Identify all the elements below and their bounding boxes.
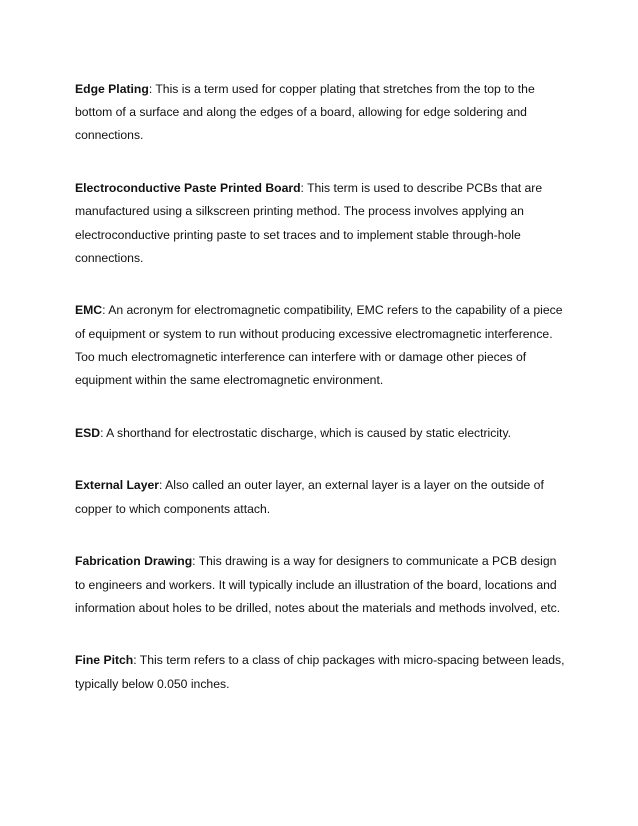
glossary-term: Electroconductive Paste Printed Board <box>75 181 301 196</box>
glossary-term: Fabrication Drawing <box>75 554 193 569</box>
glossary-list <box>75 78 567 725</box>
glossary-term: Edge Plating <box>75 82 149 96</box>
glossary-definition: : This term is used to describe PCBs that are manufactured using a silkscreen printing method. The process involves applying an electroconductive printing paste to set traces and to implement stable through-hole connections. <box>75 181 543 265</box>
glossary-entry-esd <box>75 422 567 445</box>
glossary-term: ESD <box>75 425 101 440</box>
glossary-definition: : This term refers to a class of chip packages with micro-spacing between leads, typically below 0.050 inches. <box>75 653 565 691</box>
glossary-definition: : Also called an outer layer, an external layer is a layer on the outside of copper to which components attach. <box>75 478 544 516</box>
glossary-term: Fine Pitch <box>75 653 134 668</box>
glossary-definition: : This is a term used for copper plating that stretches from the top to the bottom of a surface and along the edges of a board, allowing for edge soldering and connections. <box>75 82 535 143</box>
glossary-entry-fabrication-drawing <box>75 550 567 620</box>
glossary-entry-fine-pitch <box>75 649 567 695</box>
glossary-entry-external-layer <box>75 474 567 520</box>
glossary-entry-electroconductive-paste-printed-board <box>75 177 567 270</box>
glossary-term: EMC <box>75 303 103 318</box>
glossary-term: External Layer <box>75 478 160 493</box>
glossary-definition: : This drawing is a way for designers to communicate a PCB design to engineers and workers. It will typically include an illustration of the board, locations and information about holes to be drilled, notes about the materials and methods involved, etc. <box>75 554 561 615</box>
glossary-entry-edge-plating <box>75 78 567 148</box>
glossary-definition: : A shorthand for electrostatic discharge, which is caused by static electricity. <box>100 425 512 440</box>
glossary-definition: : An acronym for electromagnetic compatibility, EMC refers to the capability of a piece of equipment or system to run without producing excessive electromagnetic interference. Too much electromagnetic interference can interfere with or damage other pieces of equipment within the same electromagnetic environment. <box>75 303 563 388</box>
glossary-entry-emc <box>75 299 567 392</box>
